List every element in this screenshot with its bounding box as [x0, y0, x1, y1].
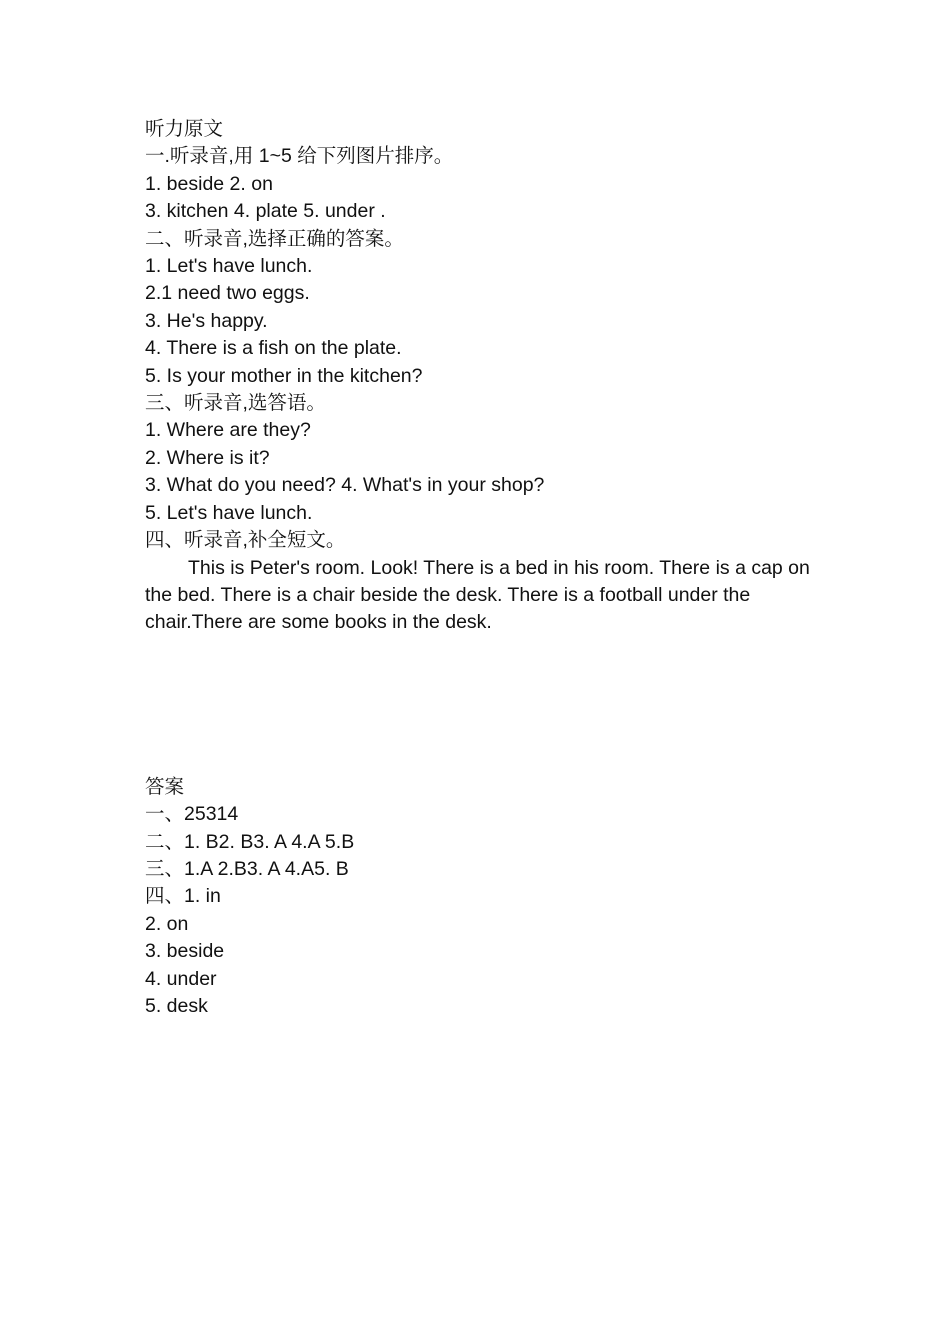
part4-paragraph: This is Peter's room. Look! There is a bed in his room. There is a cap on the bed. There is a chair beside the desk. There is a football under the chair.There are some books in the desk. — [145, 556, 810, 634]
answers-title: 答案 — [145, 775, 185, 798]
answer-line: 3. beside — [145, 940, 225, 963]
answer-line: 4. under — [145, 967, 217, 990]
part3-line: 1. Where are they? — [145, 419, 311, 442]
part3-line: 5. Let's have lunch. — [145, 501, 313, 524]
transcript-title: 听力原文 — [145, 118, 224, 140]
part2-line: 1. Let's have lunch. — [145, 255, 313, 278]
answer-line: 2. on — [145, 912, 189, 935]
transcript-section — [145, 116, 810, 637]
part1-line: 1. beside 2. on — [145, 172, 273, 195]
answers-section — [145, 774, 810, 1021]
document-page — [145, 116, 810, 1020]
part2-heading: 二、听录音,选择正确的答案。 — [145, 227, 404, 250]
part2-line: 2.1 need two eggs. — [145, 282, 310, 305]
part2-line: 4. There is a fish on the plate. — [145, 337, 402, 360]
part1-heading: 一.听录音,用 1~5 给下列图片排序。 — [145, 145, 454, 168]
part1-line: 3. kitchen 4. plate 5. under . — [145, 200, 386, 223]
part3-heading: 三、听录音,选答语。 — [145, 392, 326, 415]
part2-line: 5. Is your mother in the kitchen? — [145, 364, 423, 387]
answer-line: 二、1. B2. B3. A 4.A 5.B — [145, 830, 355, 853]
section-spacer — [145, 637, 810, 774]
part4-heading: 四、听录音,补全短文。 — [145, 529, 346, 552]
part2-line: 3. He's happy. — [145, 309, 268, 332]
part3-line: 3. What do you need? 4. What's in your shop? — [145, 474, 545, 497]
answer-line: 三、1.A 2.B3. A 4.A5. B — [145, 857, 349, 880]
answer-line: 四、1. in — [145, 885, 221, 908]
part3-line: 2. Where is it? — [145, 446, 270, 469]
answer-line: 5. desk — [145, 994, 208, 1017]
answer-line: 一、25314 — [145, 803, 239, 826]
